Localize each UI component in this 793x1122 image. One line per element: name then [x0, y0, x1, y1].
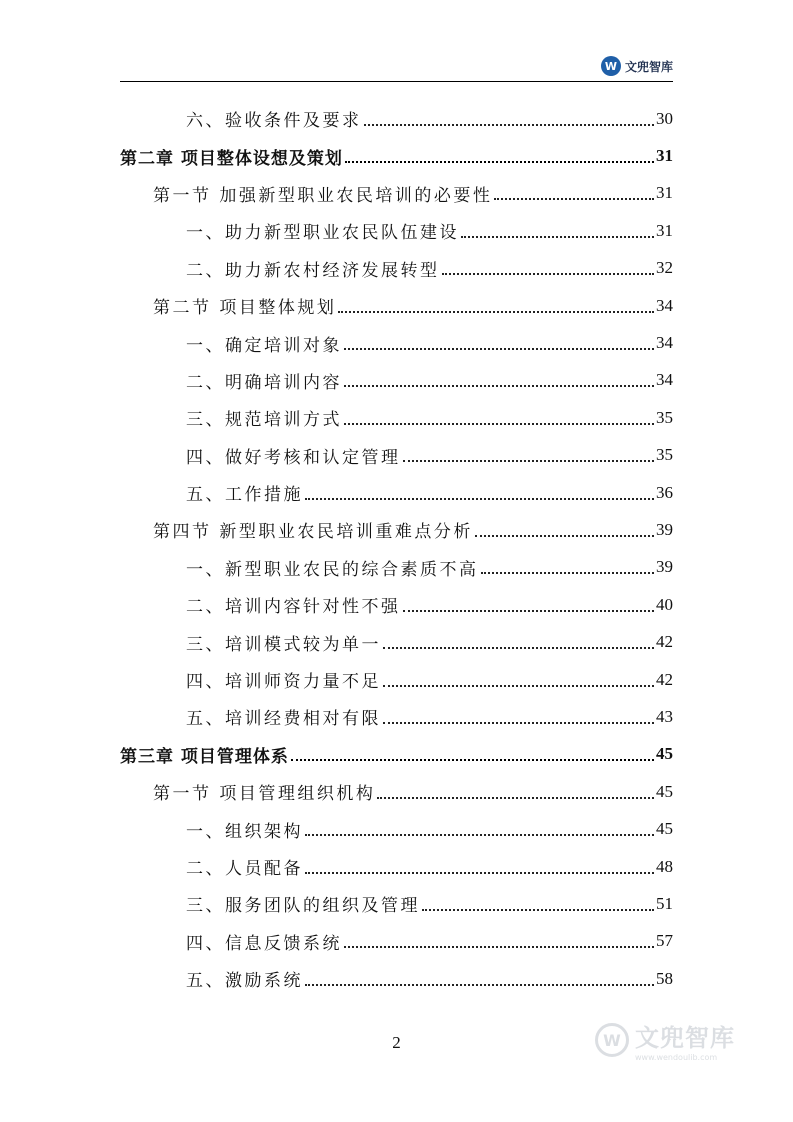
toc-dot-leader [344, 348, 654, 350]
toc-entry-label: 第二章 项目整体设想及策划 [120, 148, 343, 169]
toc-subsection-entry[interactable] [120, 586, 673, 623]
toc-entry-page: 45 [656, 744, 673, 764]
logo-icon: W [601, 56, 621, 76]
toc-subsection-entry[interactable] [120, 698, 673, 735]
watermark-logo-icon: W [595, 1023, 629, 1057]
toc-entry-page: 39 [656, 519, 673, 539]
toc-subsection-entry[interactable] [120, 399, 673, 436]
toc-subsection-entry[interactable] [120, 960, 673, 997]
toc-subsection-entry[interactable] [120, 100, 673, 137]
toc-entry-page: 36 [656, 482, 673, 502]
toc-entry-page: 31 [656, 146, 673, 166]
toc-entry-label: 第一节 项目管理组织机构 [153, 784, 376, 805]
toc-dot-leader [403, 610, 655, 612]
toc-entry-label: 第三章 项目管理体系 [120, 746, 289, 767]
toc-subsection-entry[interactable] [120, 212, 673, 249]
toc-entry-page: 35 [656, 407, 673, 427]
toc-dot-leader [403, 460, 655, 462]
toc-entry-label: 第四节 新型职业农民培训重难点分析 [153, 522, 473, 543]
toc-chapter-entry[interactable] [120, 736, 673, 773]
toc-dot-leader [305, 498, 654, 500]
toc-entry-page: 51 [656, 893, 673, 913]
toc-entry-label: 四、信息反馈系统 [186, 933, 342, 954]
toc-entry-page: 58 [656, 968, 673, 988]
toc-entry-label: 二、明确培训内容 [186, 372, 342, 393]
toc-section-entry[interactable] [120, 175, 673, 212]
toc-subsection-entry[interactable] [120, 474, 673, 511]
toc-entry-label: 二、人员配备 [186, 859, 303, 879]
toc-entry-page: 34 [656, 295, 673, 315]
toc-dot-leader [344, 423, 654, 425]
toc-entry-label: 三、服务团队的组织及管理 [186, 896, 420, 917]
toc-dot-leader [291, 759, 654, 761]
toc-dot-leader [364, 124, 655, 126]
toc-dot-leader [481, 572, 655, 574]
toc-dot-leader [344, 946, 654, 948]
toc-entry-page: 30 [656, 108, 673, 128]
toc-entry-label: 一、新型职业农民的综合素质不高 [186, 559, 479, 580]
toc-entry-label: 一、组织架构 [186, 821, 303, 842]
toc-subsection-entry[interactable] [120, 250, 673, 287]
toc-entry-page: 34 [656, 370, 673, 390]
toc-entry-page: 39 [656, 557, 673, 577]
toc-entry-page: 35 [656, 445, 673, 465]
toc-subsection-entry[interactable] [120, 437, 673, 474]
toc-entry-page: 57 [656, 931, 673, 951]
toc-dot-leader [383, 647, 654, 649]
toc-entry-page: 43 [656, 706, 673, 726]
page-number: 2 [392, 1033, 401, 1052]
toc-subsection-entry[interactable] [120, 324, 673, 361]
toc-subsection-entry[interactable] [120, 885, 673, 922]
toc-dot-leader [383, 722, 654, 724]
toc-entry-page: 42 [656, 632, 673, 652]
toc-entry-label: 四、做好考核和认定管理 [186, 447, 401, 468]
toc-entry-label: 二、培训内容针对性不强 [186, 597, 401, 618]
toc-dot-leader [305, 834, 654, 836]
toc-subsection-entry[interactable] [120, 362, 673, 399]
toc-dot-leader [305, 984, 654, 986]
toc-entry-label: 三、规范培训方式 [186, 410, 342, 431]
toc-entry-label: 四、培训师资力量不足 [186, 672, 381, 693]
toc-entry-label: 一、确定培训对象 [186, 335, 342, 356]
toc-dot-leader [461, 236, 654, 238]
toc-entry-label: 六、验收条件及要求 [186, 111, 362, 132]
toc-entry-page: 45 [656, 819, 673, 839]
toc-section-entry[interactable] [120, 287, 673, 324]
toc-entry-page: 34 [656, 333, 673, 353]
toc-dot-leader [305, 872, 654, 874]
header-divider [120, 81, 673, 82]
toc-subsection-entry[interactable] [120, 810, 673, 847]
header-logo [601, 56, 673, 76]
toc-dot-leader [338, 311, 654, 313]
toc-section-entry[interactable] [120, 511, 673, 548]
toc-subsection-entry[interactable] [120, 549, 673, 586]
toc-dot-leader [377, 797, 654, 799]
toc-subsection-entry[interactable] [120, 848, 673, 885]
logo-text: 文兜智库 [624, 59, 673, 74]
toc-dot-leader [442, 273, 655, 275]
toc-entry-page: 42 [656, 669, 673, 689]
table-of-contents [120, 100, 673, 997]
toc-dot-leader [345, 161, 654, 163]
toc-entry-label: 五、工作措施 [186, 485, 303, 506]
toc-entry-label: 三、培训模式较为单一 [186, 634, 381, 655]
toc-entry-label: 五、激励系统 [186, 971, 303, 992]
toc-subsection-entry[interactable] [120, 661, 673, 698]
toc-entry-label: 二、助力新农村经济发展转型 [186, 260, 440, 281]
toc-entry-page: 40 [656, 594, 673, 614]
toc-entry-label: 五、培训经费相对有限 [186, 709, 381, 730]
toc-dot-leader [494, 198, 654, 200]
toc-dot-leader [344, 385, 654, 387]
toc-chapter-entry[interactable] [120, 137, 673, 174]
toc-subsection-entry[interactable] [120, 623, 673, 660]
toc-dot-leader [422, 909, 654, 911]
toc-entry-page: 32 [656, 258, 673, 278]
toc-entry-page: 31 [656, 220, 673, 240]
toc-dot-leader [383, 685, 654, 687]
toc-entry-label: 一、助力新型职业农民队伍建设 [186, 223, 459, 244]
watermark-text-group [635, 1018, 735, 1062]
toc-entry-page: 45 [656, 781, 673, 801]
toc-entry-page: 31 [656, 183, 673, 203]
toc-entry-label: 第一节 加强新型职业农民培训的必要性 [153, 185, 493, 206]
toc-subsection-entry[interactable] [120, 923, 673, 960]
watermark [595, 1018, 735, 1062]
watermark-text: 文兜智库 [635, 1024, 735, 1052]
toc-section-entry[interactable] [120, 773, 673, 810]
toc-entry-page: 48 [656, 856, 673, 876]
toc-dot-leader [475, 535, 654, 537]
watermark-url: www.wendoulib.com [635, 1053, 718, 1062]
toc-entry-label: 第二节 项目整体规划 [153, 298, 337, 319]
